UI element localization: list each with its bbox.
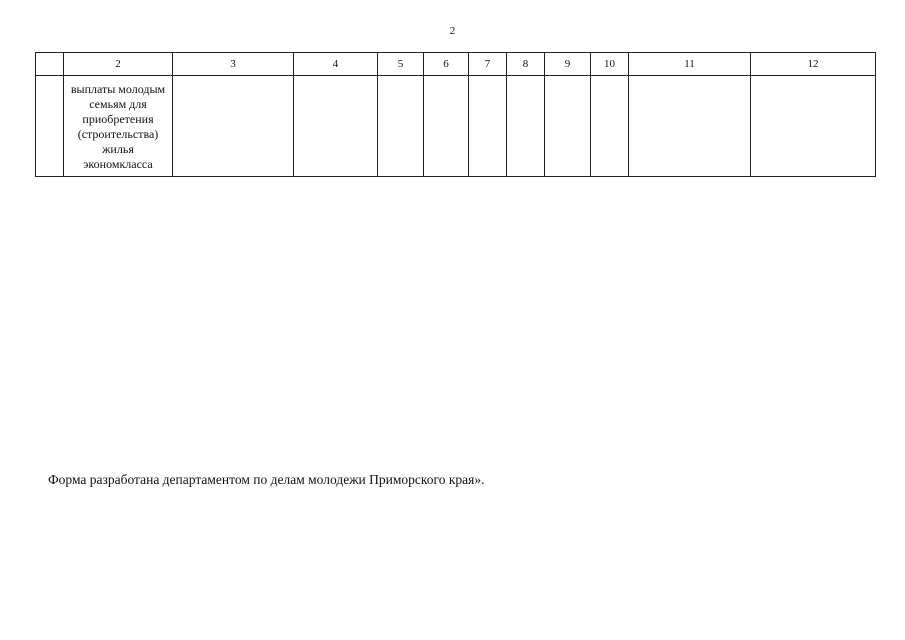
cell-text: [469, 76, 506, 84]
table-cell: [629, 76, 751, 177]
table-cell: [469, 76, 507, 177]
table-cell: [173, 76, 294, 177]
header-cell: 11: [629, 53, 751, 76]
footer-note: Форма разработана департаментом по делам молодежи Приморского края».: [48, 472, 485, 487]
page-number: 2: [449, 25, 456, 37]
header-cell: 10: [591, 53, 629, 76]
header-cell: 9: [545, 53, 591, 76]
table-row: [36, 76, 876, 177]
table-cell: [64, 76, 173, 177]
table-cell: [507, 76, 545, 177]
header-cell: 3: [173, 53, 294, 76]
header-cell: 8: [507, 53, 545, 76]
cell-text: [545, 76, 590, 84]
cell-text: [507, 76, 544, 84]
header-cell: 7: [469, 53, 507, 76]
table-cell: [424, 76, 469, 177]
header-cell: 5: [378, 53, 424, 76]
table-cell: [294, 76, 378, 177]
table-cell: [751, 76, 876, 177]
cell-text: [591, 76, 628, 84]
table-cell: [545, 76, 591, 177]
cell-text: [629, 76, 750, 84]
table-cell: [378, 76, 424, 177]
table-header-row: [36, 53, 876, 76]
cell-text: [751, 76, 875, 84]
cell-text: [424, 76, 468, 84]
table-cell: [36, 76, 64, 177]
table-cell: [591, 76, 629, 177]
header-cell: 2: [64, 53, 173, 76]
header-cell: 4: [294, 53, 378, 76]
header-cell: 12: [751, 53, 876, 76]
header-cell: [36, 53, 64, 76]
cell-text: [378, 76, 423, 84]
cell-text: [294, 76, 377, 84]
cell-text: [36, 76, 63, 84]
cell-text: [173, 76, 293, 84]
form-table: [35, 52, 876, 177]
header-cell: 6: [424, 53, 469, 76]
cell-text: выплаты молодым семьям для приобретения (строительства) жилья экономкласса: [70, 82, 166, 171]
